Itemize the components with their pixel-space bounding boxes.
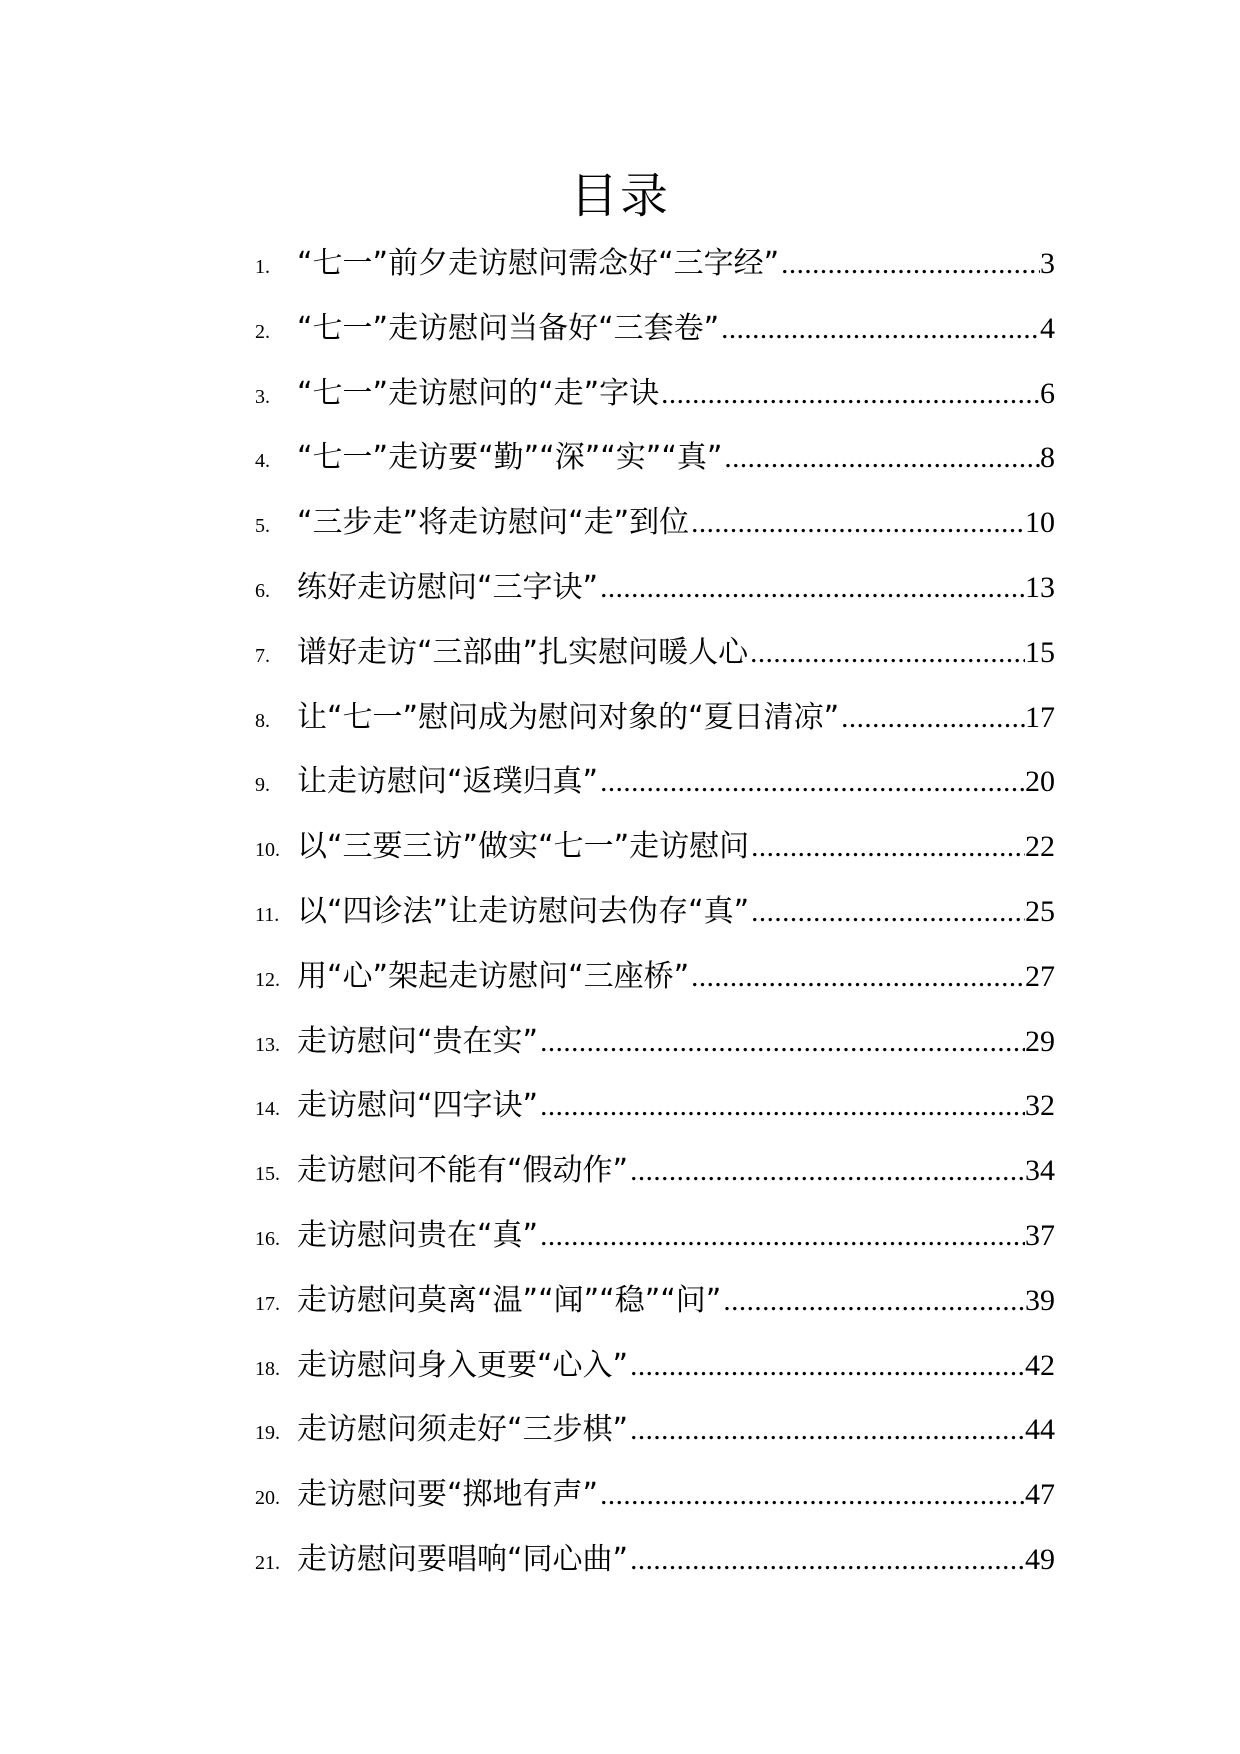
- toc-entry-page: 8: [1040, 441, 1055, 475]
- toc-entry-title: 以“三要三访”做实“七一”走访慰问: [297, 829, 750, 865]
- toc-entry-title: 走访慰问“四字诀”: [297, 1088, 539, 1124]
- toc-entry-title: 让“七一”慰问成为慰问对象的“夏日清凉”: [297, 699, 840, 735]
- toc-entry-number: 15.: [255, 1163, 280, 1186]
- toc-entry[interactable]: [255, 1204, 1055, 1269]
- toc-entry-page: 49: [1025, 1542, 1055, 1576]
- toc-entry[interactable]: [255, 880, 1055, 945]
- toc-dot-leader: [749, 815, 1025, 880]
- toc-entry[interactable]: [255, 815, 1055, 880]
- toc-entry-page: 32: [1025, 1089, 1055, 1123]
- toc-dot-leader: [721, 1269, 1025, 1334]
- toc-entry-number: 14.: [255, 1098, 280, 1121]
- toc-entry-number: 6.: [255, 579, 270, 602]
- toc-entry-number: 17.: [255, 1292, 280, 1315]
- toc-entry-page: 13: [1025, 570, 1055, 604]
- toc-entry-page: 42: [1025, 1348, 1055, 1382]
- toc-dot-leader: [689, 945, 1025, 1010]
- toc-entry-title: 走访慰问要“掷地有声”: [297, 1477, 599, 1513]
- toc-entry-page: 25: [1025, 894, 1055, 928]
- toc-entry-page: 20: [1025, 765, 1055, 799]
- toc-entry-page: 37: [1025, 1218, 1055, 1252]
- toc-entry[interactable]: [255, 621, 1055, 686]
- toc-dot-leader: [839, 686, 1025, 751]
- toc-dot-leader: [722, 426, 1040, 491]
- toc-entry-title: “七一”走访慰问当备好“三套卷”: [297, 310, 720, 346]
- toc-entry-number: 16.: [255, 1227, 280, 1250]
- toc-dot-leader: [538, 1204, 1025, 1269]
- toc-dot-leader: [719, 297, 1040, 362]
- toc-entry-title: 用“心”架起走访慰问“三座桥”: [297, 958, 690, 994]
- page-title: 目录: [569, 168, 670, 224]
- toc-entry-number: 12.: [255, 968, 280, 991]
- toc-entry[interactable]: [255, 556, 1055, 621]
- toc-entry[interactable]: [255, 1139, 1055, 1204]
- toc-entry-title: 走访慰问贵在“真”: [297, 1217, 539, 1253]
- toc-entry-title: 走访慰问要唱响“同心曲”: [297, 1541, 629, 1577]
- toc-entry-number: 5.: [255, 515, 270, 538]
- toc-entry-number: 13.: [255, 1033, 280, 1056]
- toc-entry-title: 以“四诊法”让走访慰问去伪存“真”: [297, 893, 750, 929]
- toc-entry-title: 走访慰问身入更要“心入”: [297, 1347, 629, 1383]
- toc-dot-leader: [628, 1139, 1025, 1204]
- toc-entry-page: 44: [1025, 1413, 1055, 1447]
- toc-entry-page: 4: [1040, 311, 1055, 345]
- toc-entry-page: 10: [1025, 506, 1055, 540]
- toc-entry-title: 让走访慰问“返璞归真”: [297, 764, 599, 800]
- toc-entry-page: 47: [1025, 1478, 1055, 1512]
- toc-entry-number: 8.: [255, 709, 270, 732]
- toc-entry-number: 21.: [255, 1551, 280, 1574]
- toc-entry-number: 4.: [255, 450, 270, 473]
- toc-entry-title: “七一”前夕走访慰问需念好“三字经”: [297, 246, 780, 281]
- toc-entry[interactable]: [255, 1269, 1055, 1334]
- toc-entry[interactable]: [255, 1010, 1055, 1075]
- toc-entry-number: 2.: [255, 320, 270, 343]
- toc-entry[interactable]: [255, 426, 1055, 491]
- toc-entry[interactable]: [255, 232, 1055, 297]
- toc-entry-number: 11.: [255, 903, 280, 926]
- toc-dot-leader: [689, 491, 1025, 556]
- toc-entry-page: 39: [1025, 1283, 1055, 1317]
- toc-entry-number: 3.: [255, 385, 270, 408]
- toc-dot-leader: [628, 1528, 1025, 1593]
- toc-entry-title: 走访慰问“贵在实”: [297, 1023, 539, 1059]
- toc-dot-leader: [598, 750, 1025, 815]
- toc-entry[interactable]: [255, 1528, 1055, 1593]
- toc-entry-number: 18.: [255, 1357, 280, 1380]
- toc-entry-page: 29: [1025, 1024, 1055, 1058]
- toc-dot-leader: [628, 1334, 1025, 1399]
- toc-entry-title: “七一”走访慰问的“走”字诀: [297, 375, 660, 411]
- table-of-contents: [255, 232, 1055, 1593]
- toc-entry[interactable]: [255, 686, 1055, 751]
- toc-entry-page: 6: [1040, 376, 1055, 410]
- toc-dot-leader: [659, 362, 1040, 427]
- toc-entry-title: 走访慰问不能有“假动作”: [297, 1153, 629, 1189]
- toc-entry-number: 10.: [255, 839, 280, 862]
- toc-entry-page: 27: [1025, 959, 1055, 993]
- toc-entry-title: 走访慰问须走好“三步棋”: [297, 1412, 629, 1448]
- toc-dot-leader: [628, 1398, 1025, 1463]
- toc-entry-title: “三步走”将走访慰问“走”到位: [297, 505, 690, 541]
- toc-entry-number: 19.: [255, 1422, 280, 1445]
- toc-entry[interactable]: [255, 297, 1055, 362]
- toc-entry-page: 15: [1025, 635, 1055, 669]
- toc-entry[interactable]: [255, 1334, 1055, 1399]
- toc-dot-leader: [598, 556, 1025, 621]
- toc-entry-page: 22: [1025, 830, 1055, 864]
- toc-dot-leader: [538, 1010, 1025, 1075]
- toc-entry-number: 20.: [255, 1487, 280, 1510]
- toc-dot-leader: [538, 1074, 1025, 1139]
- toc-entry-title: 练好走访慰问“三字诀”: [297, 569, 599, 605]
- toc-entry[interactable]: [255, 362, 1055, 427]
- toc-entry[interactable]: [255, 945, 1055, 1010]
- toc-dot-leader: [748, 621, 1025, 686]
- toc-entry[interactable]: [255, 750, 1055, 815]
- toc-dot-leader: [749, 880, 1025, 945]
- toc-entry[interactable]: [255, 1074, 1055, 1139]
- toc-entry-number: 7.: [255, 644, 270, 667]
- toc-entry-page: 34: [1025, 1154, 1055, 1188]
- toc-entry-number: 1.: [255, 256, 270, 278]
- toc-entry-title: 走访慰问莫离“温”“闻”“稳”“问”: [297, 1282, 722, 1318]
- toc-entry[interactable]: [255, 491, 1055, 556]
- toc-dot-leader: [598, 1463, 1025, 1528]
- toc-entry-title: “七一”走访要“勤”“深”“实”“真”: [297, 440, 723, 476]
- toc-dot-leader: [779, 232, 1040, 297]
- toc-entry-page: 17: [1025, 700, 1055, 734]
- toc-entry-title: 谱好走访“三部曲”扎实慰问暖人心: [297, 634, 749, 670]
- toc-entry-number: 9.: [255, 774, 270, 797]
- toc-entry[interactable]: [255, 1398, 1055, 1463]
- toc-entry-page: 3: [1040, 247, 1055, 280]
- toc-entry[interactable]: [255, 1463, 1055, 1528]
